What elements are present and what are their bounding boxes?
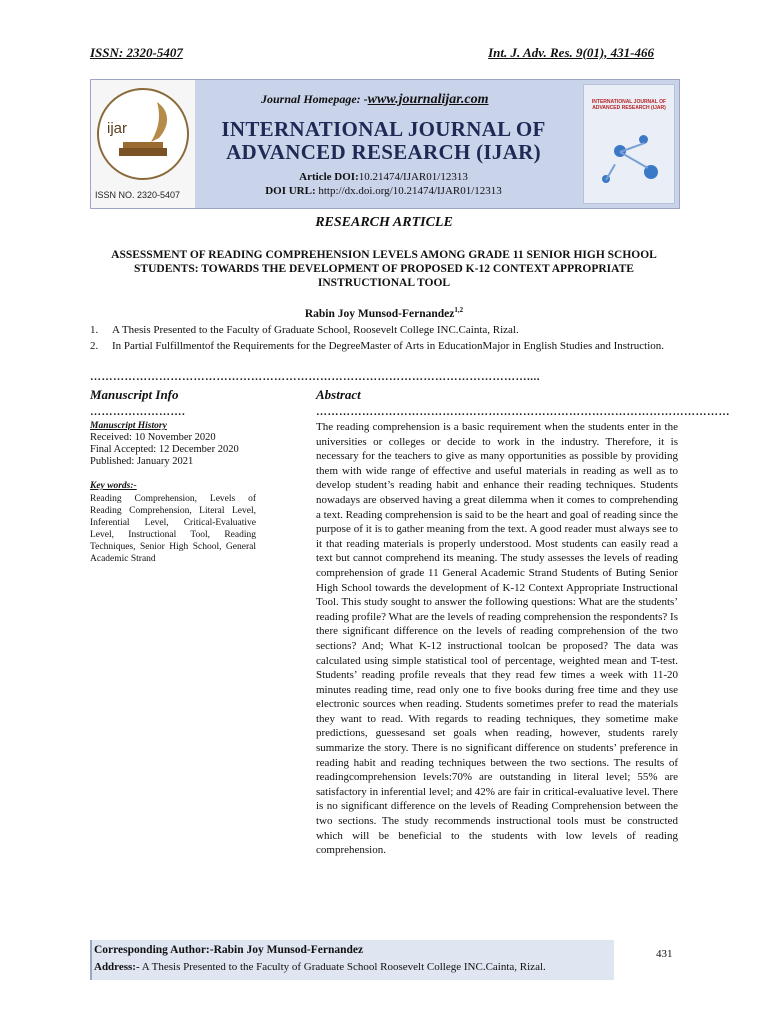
homepage-link[interactable]: www.journalijar.com <box>367 92 489 107</box>
page-number: 431 <box>656 948 673 960</box>
article-doi-label: Article DOI: <box>299 171 359 183</box>
journal-homepage <box>261 92 489 108</box>
header-issn: ISSN: 2320-5407 <box>90 45 183 60</box>
journal-banner <box>90 79 680 209</box>
author-affiliation-sup: 1,2 <box>454 306 464 314</box>
journal-logo <box>91 80 195 208</box>
keywords-text: Reading Comprehension, Levels of Reading Comprehension, Literal Level, Inferential Level, Critical-Evaluative Level, Instructional Tool, Reading Techniques, Senior High School, General Academic Strand <box>90 494 256 564</box>
manuscript-info <box>90 420 256 565</box>
homepage-label: Journal Homepage: - <box>261 92 368 106</box>
keywords-heading: Key words:- <box>90 481 137 491</box>
abstract-heading: Abstract <box>316 387 361 402</box>
article-type: RESEARCH ARTICLE <box>315 215 453 230</box>
logo-issn: ISSN NO. 2320-5407 <box>95 190 181 200</box>
author-address <box>94 961 546 973</box>
affiliation-item <box>90 339 678 353</box>
article-doi: 10.21474/IJAR01/12313 <box>358 171 468 183</box>
cover-title: INTERNATIONAL JOURNAL OF ADVANCED RESEARCH (IJAR) <box>591 99 667 111</box>
author-line <box>0 306 768 320</box>
doi-block <box>201 170 566 198</box>
logo-text: ijar <box>107 120 128 137</box>
journal-title <box>201 118 566 164</box>
journal-cover-thumbnail <box>583 84 675 204</box>
corresponding-author-box <box>90 940 614 980</box>
abstract-text: The reading comprehension is a basic requirement when the students enter in the universities or colleges or decide to work in the industry. Therefore, it is necessary for the teachers to give as many opportunities as possible by providing them with wide range of effective and useful materials in reading as well as to develop student’s reading habit and enhance their reading techniques. Students nowadays are observed having a great dilemma when it comes to comprehending a text. Reading comprehension is said to be the heart and goal of reading since the purpose of it is to gather meaning from the text. A good reader must always see to it that reading materials is properly understood. Most students can easily read a text but cannot comprehend its meaning. The study assesses the levels of reading comprehension of grade 11 General Academic Strand Students of Buting Senior High School towards the development of K-12 Context Appropriate Instructional Tool. This study sought to answer the following questions: What are the students’ reading profile? What are the levels of reading comprehension the respondents? Is there significant difference on the levels of reading comprehension of the two sections? And; What K-12 instructional toolcan be proposed? The data was calculated using simple statistical tool of percentage, weighted mean and T-test. Students’ reading profile reveals that they read few times a week with 11-20 minutes reading time, read only one to five books during free time and they use electronic sources when reading. Students sometimes prefer to read the materials they want to read. With regards to reading techniques, they sometime make predictions, guessesand set goals when reading, however, students rarely summarize the story. There is no significant difference on students’ preference in reading habit and reading techniques between the two sections. The results of readingcomprehension levels:70% are outstanding in literal level; 55% are satisfactory in inferential level; and 42% are fair in critical-evaluative level. There is no significant difference on the levels of Reading Comprehension between the two sections. The study recommends instructional tools must be constructed which will be beneficial to the students with low levels of reading comprehension. <box>316 421 678 857</box>
molecule-bond <box>620 151 649 169</box>
dotted-separator: ……………………………………………………………………………………………… <box>316 406 730 418</box>
address-text: A Thesis Presented to the Faculty of Graduate School Roosevelt College INC.Cainta, Rizal. <box>139 961 546 973</box>
affiliation-text: A Thesis Presented to the Faculty of Graduate School, Roosevelt College INC.Cainta, Rizal. <box>112 324 519 336</box>
address-label: Address:- <box>94 961 140 973</box>
affiliations <box>90 323 678 355</box>
affiliation-item <box>90 323 678 337</box>
journal-title-line1: INTERNATIONAL JOURNAL OF <box>221 117 546 141</box>
manuscript-history-heading: Manuscript History <box>90 421 167 431</box>
corresponding-author <box>94 944 363 956</box>
dotted-separator: …………………………………………………………………………………………………….... <box>90 371 540 383</box>
header-journal-reference: Int. J. Adv. Res. 9(01), 431-466 <box>488 45 654 60</box>
manuscript-info-heading: Manuscript Info <box>90 387 179 402</box>
received-date: Received: 10 November 2020 <box>90 432 216 443</box>
dotted-separator: ……………………. <box>90 406 186 418</box>
paper-title: ASSESSMENT OF READING COMPREHENSION LEVELS AMONG GRADE 11 SENIOR HIGH SCHOOL STUDENTS: TOWARDS THE DEVELOPMENT OF PROPOSED K-12 CONTEXT APPROPRIATE INSTRUCTIONAL TOOL <box>111 249 657 289</box>
corresponding-author-name: Rabin Joy Munsod-Fernandez <box>213 944 364 956</box>
affiliation-number: 2. <box>90 340 99 352</box>
corresponding-author-label: Corresponding Author:- <box>94 944 214 956</box>
accepted-date: Final Accepted: 12 December 2020 <box>90 444 239 455</box>
journal-title-line2: ADVANCED RESEARCH (IJAR) <box>226 140 541 164</box>
molecule-bond <box>605 164 616 181</box>
author-name: Rabin Joy Munsod-Fernandez <box>304 307 455 320</box>
published-date: Published: January 2021 <box>90 456 194 467</box>
affiliation-text: In Partial Fulfillmentof the Requirements for the DegreeMaster of Arts in EducationMajor in English Studies and Instruction. <box>112 340 665 352</box>
affiliation-number: 1. <box>90 324 99 336</box>
doi-url-link[interactable]: http://dx.doi.org/10.21474/IJAR01/12313 <box>318 185 502 197</box>
doi-url-label: DOI URL: <box>265 185 316 197</box>
